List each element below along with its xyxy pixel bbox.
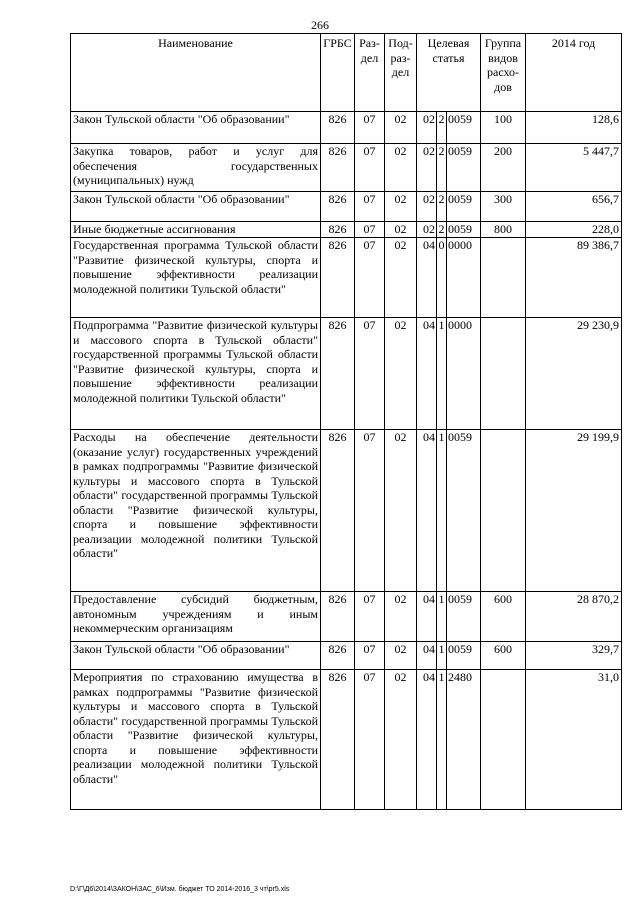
- group-cell: 600: [481, 592, 526, 642]
- target-part2-cell: 1: [437, 430, 447, 592]
- razdel-cell: 07: [355, 112, 385, 144]
- amount-cell: 329,7: [526, 642, 622, 670]
- amount-cell: 5 447,7: [526, 144, 622, 192]
- header-year: 2014 год: [526, 34, 622, 112]
- grbs-cell: 826: [321, 192, 355, 222]
- group-cell: 100: [481, 112, 526, 144]
- file-path-footer: D:\Г\Д6\2014\ЗАКОН\ЗАС_6\Изм. бюджет ТО 2014-2016_3 чт\pr5.xls: [70, 886, 290, 893]
- header-target: Целевая статья: [417, 34, 481, 112]
- grbs-cell: 826: [321, 318, 355, 430]
- target-part1-cell: 02: [417, 192, 437, 222]
- amount-cell: 128,6: [526, 112, 622, 144]
- target-part3-cell: 0059: [447, 592, 481, 642]
- podrazdel-cell: 02: [385, 592, 417, 642]
- target-part3-cell: 0059: [447, 430, 481, 592]
- group-cell: 800: [481, 222, 526, 238]
- table-row: [71, 642, 622, 670]
- podrazdel-cell: 02: [385, 642, 417, 670]
- target-part1-cell: 04: [417, 592, 437, 642]
- header-group: Группа видов расхо- дов: [481, 34, 526, 112]
- header-podrazdel: Под- раз- дел: [385, 34, 417, 112]
- group-cell: 200: [481, 144, 526, 192]
- razdel-cell: 07: [355, 192, 385, 222]
- target-part2-cell: 2: [437, 144, 447, 192]
- name-cell: Подпрограмма "Развитие физической культуры и массового спорта в Тульской области" государственной программы Тульской области "Развитие физической культуры, спорта и повышение эффективности реализации молодежной политики Тульской области": [71, 318, 321, 430]
- table-row: [71, 192, 622, 222]
- amount-cell: 89 386,7: [526, 238, 622, 318]
- header-razdel: Раз- дел: [355, 34, 385, 112]
- name-cell: Закон Тульской области "Об образовании": [71, 112, 321, 144]
- razdel-cell: 07: [355, 642, 385, 670]
- podrazdel-cell: 02: [385, 112, 417, 144]
- table-row: [71, 670, 622, 810]
- name-cell: Иные бюджетные ассигнования: [71, 222, 321, 238]
- target-part2-cell: 0: [437, 238, 447, 318]
- grbs-cell: 826: [321, 222, 355, 238]
- table-row: [71, 430, 622, 592]
- target-part3-cell: 0059: [447, 222, 481, 238]
- name-cell: Мероприятия по страхованию имущества в рамках подпрограммы "Развитие физической культуры и массового спорта в Тульской области" государственной программы Тульской области "Развитие физической культуры, спорта и повышение эффективности реализации молодежной политики Тульской области": [71, 670, 321, 810]
- name-cell: Предоставление субсидий бюджетным, автономным учреждениям и иным некоммерческим организациям: [71, 592, 321, 642]
- amount-cell: 31,0: [526, 670, 622, 810]
- grbs-cell: 826: [321, 238, 355, 318]
- budget-table: [70, 33, 622, 810]
- grbs-cell: 826: [321, 430, 355, 592]
- podrazdel-cell: 02: [385, 670, 417, 810]
- razdel-cell: 07: [355, 318, 385, 430]
- target-part3-cell: 0059: [447, 642, 481, 670]
- grbs-cell: 826: [321, 670, 355, 810]
- target-part3-cell: 0059: [447, 144, 481, 192]
- target-part3-cell: 2480: [447, 670, 481, 810]
- amount-cell: 28 870,2: [526, 592, 622, 642]
- group-cell: [481, 318, 526, 430]
- name-cell: Расходы на обеспечение деятельности (оказание услуг) государственных учреждений в рамках подпрограммы "Развитие физической культуры и массового спорта в Тульской области" государственной программы Тульской области "Развитие физической культуры, спорта и повышение эффективности реализации молодежной политики Тульской области": [71, 430, 321, 592]
- page-number: 266: [311, 18, 329, 32]
- target-part3-cell: 0059: [447, 112, 481, 144]
- grbs-cell: 826: [321, 642, 355, 670]
- target-part1-cell: 04: [417, 670, 437, 810]
- razdel-cell: 07: [355, 144, 385, 192]
- name-cell: Закупка товаров, работ и услуг для обеспечения государственных (муниципальных) нужд: [71, 144, 321, 192]
- target-part2-cell: 1: [437, 592, 447, 642]
- name-cell: Закон Тульской области "Об образовании": [71, 192, 321, 222]
- target-part1-cell: 04: [417, 238, 437, 318]
- group-cell: [481, 670, 526, 810]
- target-part2-cell: 2: [437, 112, 447, 144]
- podrazdel-cell: 02: [385, 430, 417, 592]
- razdel-cell: 07: [355, 222, 385, 238]
- name-cell: Государственная программа Тульской области "Развитие физической культуры, спорта и повышение эффективности реализации молодежной политики Тульской области": [71, 238, 321, 318]
- razdel-cell: 07: [355, 592, 385, 642]
- header-name: Наименование: [71, 34, 321, 112]
- target-part1-cell: 04: [417, 642, 437, 670]
- target-part1-cell: 04: [417, 430, 437, 592]
- target-part1-cell: 02: [417, 112, 437, 144]
- amount-cell: 29 230,9: [526, 318, 622, 430]
- razdel-cell: 07: [355, 238, 385, 318]
- amount-cell: 29 199,9: [526, 430, 622, 592]
- grbs-cell: 826: [321, 144, 355, 192]
- name-cell: Закон Тульской области "Об образовании": [71, 642, 321, 670]
- podrazdel-cell: 02: [385, 192, 417, 222]
- amount-cell: 228,0: [526, 222, 622, 238]
- table-row: [71, 238, 622, 318]
- grbs-cell: 826: [321, 592, 355, 642]
- grbs-cell: 826: [321, 112, 355, 144]
- target-part2-cell: 2: [438, 222, 445, 236]
- group-cell: [481, 430, 526, 592]
- target-part2-cell: 2: [437, 192, 447, 222]
- table-row: [71, 318, 622, 430]
- podrazdel-cell: 02: [385, 318, 417, 430]
- target-part1-cell: 04: [417, 318, 437, 430]
- table-row: [71, 592, 622, 642]
- group-cell: [481, 238, 526, 318]
- header-row: [71, 34, 622, 112]
- podrazdel-cell: 02: [385, 222, 417, 238]
- target-part3-cell: 0000: [447, 238, 481, 318]
- group-cell: 600: [481, 642, 526, 670]
- podrazdel-cell: 02: [385, 238, 417, 318]
- target-part3-cell: 0059: [447, 192, 481, 222]
- podrazdel-cell: 02: [385, 144, 417, 192]
- target-part3-cell: 0000: [447, 318, 481, 430]
- amount-cell: 656,7: [526, 192, 622, 222]
- razdel-cell: 07: [355, 430, 385, 592]
- target-part2-cell: 1: [437, 670, 447, 810]
- razdel-cell: 07: [355, 670, 385, 810]
- table-row: [71, 112, 622, 144]
- target-part1-cell: 02: [417, 144, 437, 192]
- group-cell: 300: [481, 192, 526, 222]
- header-grbs: ГРБС: [321, 34, 355, 112]
- target-part2-cell: 1: [437, 642, 447, 670]
- table-row: [71, 222, 622, 238]
- target-part1-cell: 02: [417, 222, 437, 238]
- table-row: [71, 144, 622, 192]
- target-part2-cell: 1: [437, 318, 447, 430]
